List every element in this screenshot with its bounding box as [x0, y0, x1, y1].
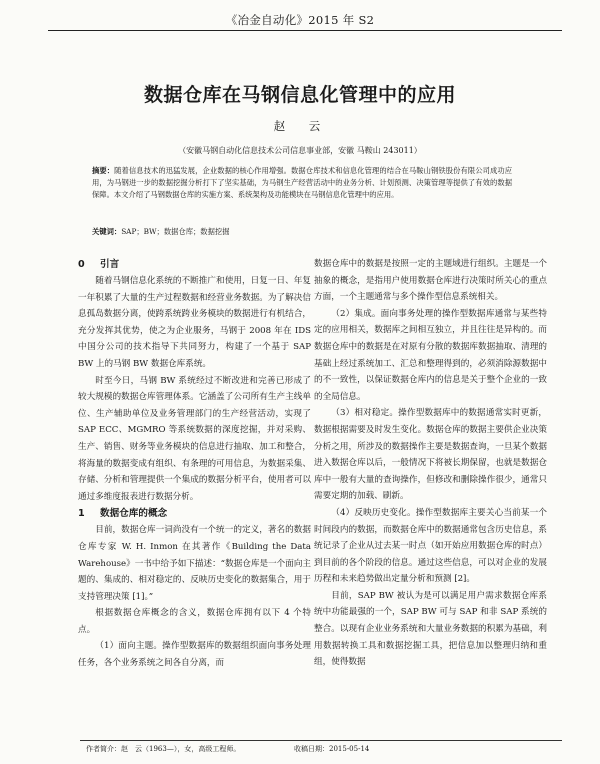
received-date: 收稿日期：2015-05-14 [294, 745, 370, 753]
keywords [92, 226, 512, 238]
affiliation: （安徽马钢自动化信息技术公司信息事业部，安徽 马鞍山 243011） [178, 146, 422, 155]
paragraph: （3）相对稳定。操作型数据库中的数据通常实时更新，数据根据需要及时发生变化。数据仓库的数据主要供企业决策分析之用，所涉及的数据操作主要是数据查询，一旦某个数据进入数据仓库以后，一般情况下将被长期保留，也就是数据仓库中一般有大量的查询操作，但修改和删除操作很少，通常只需要定期的加载、刷新。 [314, 408, 547, 502]
section-heading-concept [78, 505, 311, 522]
running-head: 《冶金自动化》2015 年 S2 [225, 13, 375, 27]
author-name: 赵 云 [273, 119, 327, 133]
section-title: 数据仓库的概念 [100, 508, 168, 520]
paragraph: （1）面向主题。操作型数据库的数据组织面向事务处理任务，各个业务系统之间各自分离，而 [78, 641, 311, 669]
author-info: 作者简介：赵 云（1963—），女，高级工程师。 [86, 745, 241, 753]
header-rule [48, 30, 562, 31]
footer-rule [80, 740, 562, 741]
paragraph: 数据仓库中的数据是按照一定的主题域进行组织。主题是一个抽象的概念，是指用户使用数据仓库进行决策时所关心的重点方面，一个主题通常与多个操作型信息系统相关。 [314, 259, 547, 303]
paragraph: 时至今日，马钢 BW 系统经过不断改进和完善已形成了较大规模的数据仓库管理体系。它涵盖了公司所有生产主线单位、生产辅助单位及业务管理部门的生产经营活动，实现了 SAP ECC、MGMRO 等系统数据的深度挖掘，并对采购、生产、销售、财务等业务模块的信息进行抽取、加工和整合，将海量的数据变成有组织、有条理的可用信息，为数据采集、存储、分析和管理提供一个集成的数据分析平台，使用者可以通过多维度报表进行数据分析。 [78, 375, 311, 502]
section-number: 1 [78, 508, 85, 520]
footer [86, 744, 556, 754]
abstract-text: 随着信息技术的迅猛发展，企业数据的核心作用增强。数据仓库技术和信息化管理的结合在马鞍山钢铁股份有限公司成功应用，为马钢进一步的数据挖掘分析打下了坚实基础，为马钢生产经营活动中的业务分析、计划预测、决策管理等提供了有效的数据保障。本文介绍了马钢数据仓库的实施方案、系统架构及功能模块在马钢信息化管理中的应用。 [92, 166, 512, 200]
paragraph: （2）集成。面向事务处理的操作型数据库通常与某些特定的应用相关，数据库之间相互独立，并且往往是异构的。而数据仓库中的数据是在对原有分散的数据库数据抽取、清理的基础上经过系统加工、汇总和整理得到的，必须消除源数据中的不一致性，以保证数据仓库内的信息是关于整个企业的一致的全局信息。 [314, 308, 547, 402]
paragraph: 目前，数据仓库一词尚没有一个统一的定义，著名的数据仓库专家 W. H. Inmon 在其著作《Building the Data Warehouse》一书中给予如下描述：“数据仓库是一个面向主题的、集成的、相对稳定的、反映历史变化的数据集合，用于支持管理决策 [1]。” [78, 525, 312, 602]
section-title: 引言 [100, 259, 120, 270]
paper-title: 数据仓库在马钢信息化管理中的应用 [143, 84, 456, 106]
right-column [314, 256, 547, 671]
keywords-text: SAP；BW；数据仓库；数据挖掘 [121, 227, 230, 236]
abstract [92, 165, 512, 202]
left-column [78, 256, 311, 672]
abstract-label: 摘要： [92, 166, 115, 175]
section-number: 0 [78, 259, 85, 270]
paragraph: 根据数据仓库概念的含义，数据仓库拥有以下 4 个特点。 [78, 608, 311, 635]
keywords-label: 关键词： [92, 227, 122, 236]
paragraph: （4）反映历史变化。操作型数据库主要关心当前某一个时间段内的数据，而数据仓库中的数据通常包含历史信息，系统记录了企业从过去某一时点（如开始应用数据仓库的时点）到目前的各个阶段的信息。通过这些信息，可以对企业的发展历程和未来趋势做出定量分析和预测 [2]。 [314, 507, 547, 585]
section-heading-intro [78, 256, 311, 273]
paragraph: 目前，SAP BW 被认为是可以满足用户需求数据仓库系统中功能最强的一个，SAP BW 可与 SAP 和非 SAP 系统的整合。以现有企业业务系统和大量业务数据的积累为基础，利用数据转换工具和数据挖掘工具，把信息加以整理归纳和重组，使得数据 [314, 590, 547, 668]
paragraph: 随着马钢信息化系统的不断推广和使用，日复一日、年复一年积累了大量的生产过程数据和经营业务数据。为了解决信息孤岛数据分离，使跨系统跨业务模块的数据进行有机结合，充分发挥其优势，使之为企业服务，马钢于 2008 年在 IDS 中国分公司的技术指导下共同努力，构建了一个基于 SAP BW 上的马钢 BW 数据仓库系统。 [78, 276, 311, 369]
